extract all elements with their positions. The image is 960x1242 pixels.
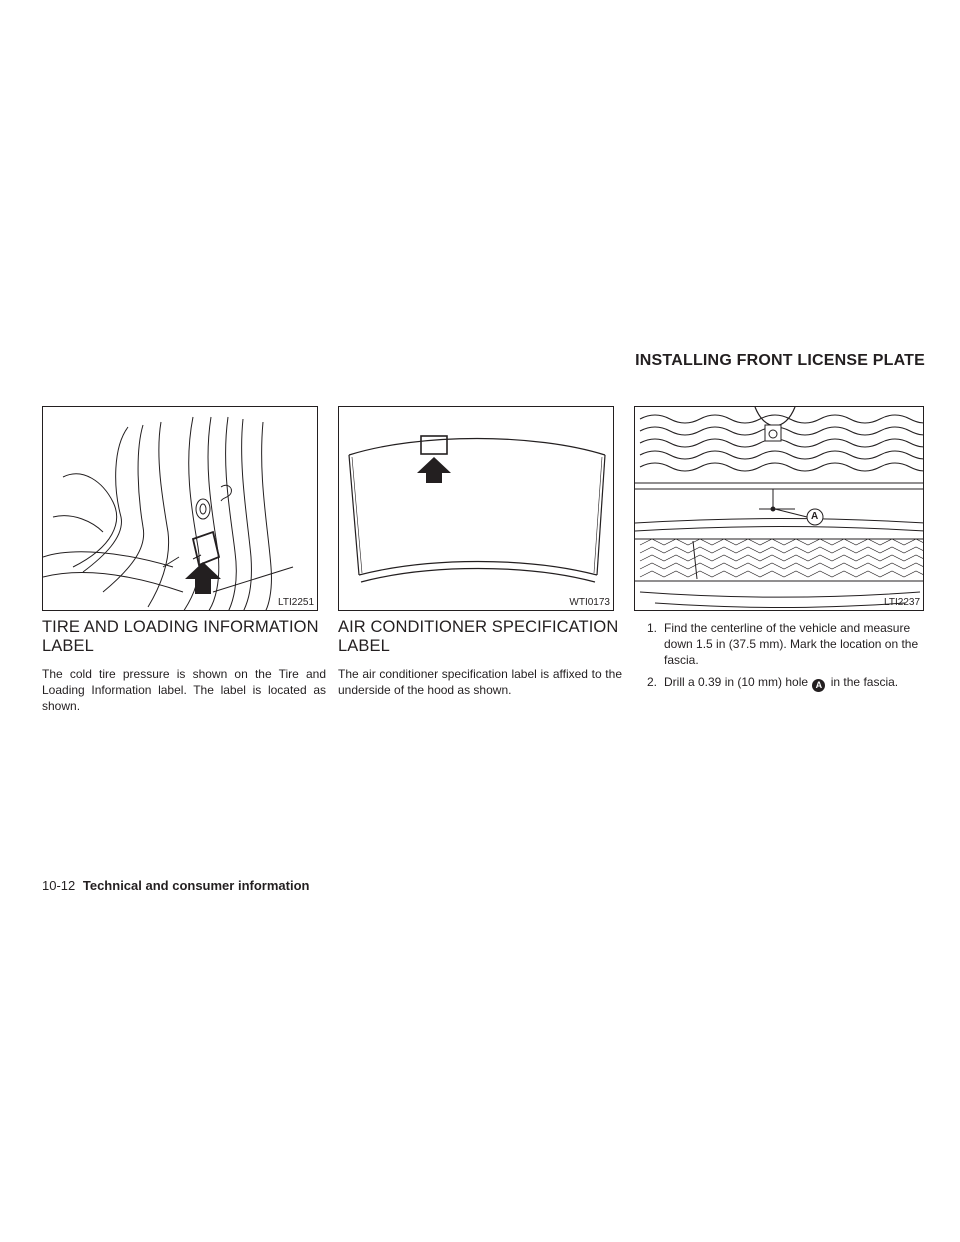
step-number: 1. <box>647 621 658 635</box>
tire-label-section <box>42 618 326 714</box>
page-footer <box>42 878 309 893</box>
step-item <box>634 674 924 692</box>
ac-label-section <box>338 618 622 698</box>
figure-ac-label <box>338 406 614 611</box>
fascia-illustration <box>635 407 924 611</box>
steps-list <box>634 620 924 692</box>
page-number: 10-12 <box>42 878 76 893</box>
figure-tire-label <box>42 406 318 611</box>
figure-fascia <box>634 406 924 611</box>
license-plate-steps <box>634 620 924 698</box>
step-text: Find the centerline of the vehicle and measure down 1.5 in (37.5 mm). Mark the location on the fascia. <box>664 621 919 667</box>
tire-label-title: TIRE AND LOADING INFORMATION LABEL <box>42 618 319 655</box>
arrow-up-icon <box>339 407 614 611</box>
step-text-after: in the fascia. <box>830 675 899 689</box>
chapter-title: Technical and consumer information <box>82 878 310 893</box>
ac-label-title: AIR CONDITIONER SPECIFICATION LABEL <box>338 618 619 655</box>
callout-a-icon: A <box>812 679 825 692</box>
figure-code: WTI0173 <box>569 597 610 608</box>
tire-label-body: The cold tire pressure is shown on the Tire and Loading Information label. The label is located as shown. <box>42 667 326 713</box>
arrow-up-icon <box>43 407 318 611</box>
ac-label-body: The air conditioner specification label is affixed to the underside of the hood as shown. <box>338 667 622 697</box>
step-number: 2. <box>647 675 658 689</box>
figure-code: LTI2251 <box>278 597 314 608</box>
step-text-before: Drill a 0.39 in (10 mm) hole <box>664 675 809 689</box>
figure-code: LTI2237 <box>884 597 920 608</box>
section-heading: INSTALLING FRONT LICENSE PLATE <box>635 352 925 369</box>
callout-a-label: A <box>811 511 819 522</box>
step-item <box>634 620 924 668</box>
